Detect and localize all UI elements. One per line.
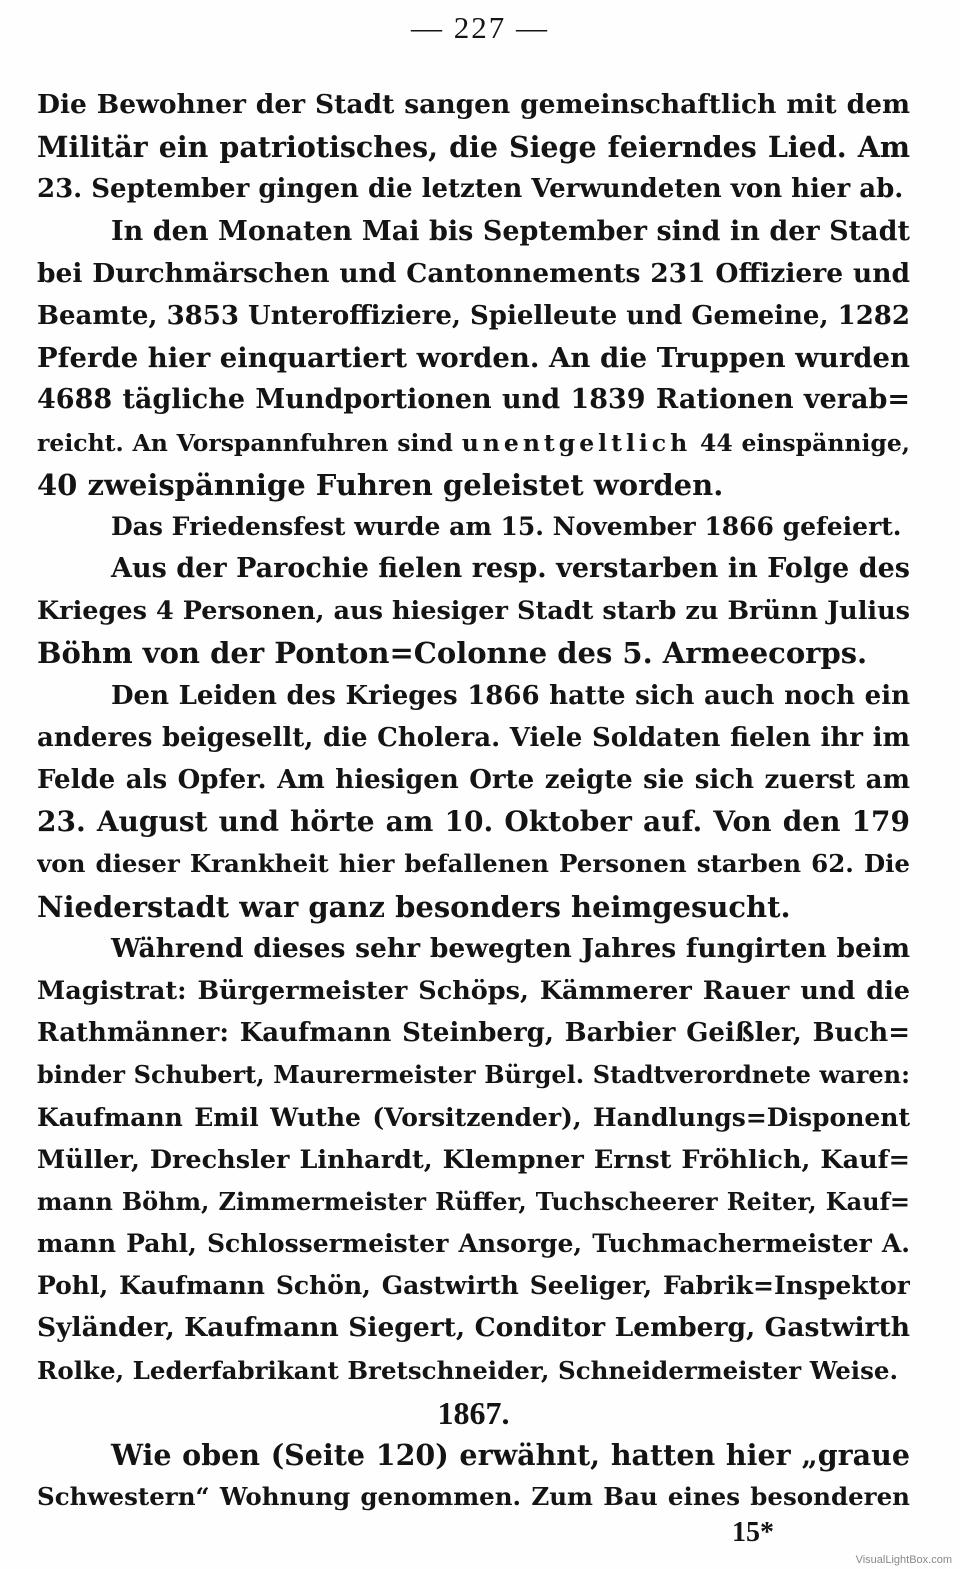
watermark: VisualLightBox.com <box>855 1554 952 1566</box>
text-line: von dieser Krankheit hier befallenen Personen starben 62. Die <box>37 849 910 879</box>
text-line: Den Leiden des Krieges 1866 hatte sich auch noch ein <box>111 680 910 711</box>
text-line: Rolke, Lederfabrikant Bretschneider, Schneidermeister Weise. <box>37 1355 899 1385</box>
text-line: Böhm von der Ponton=Colonne des 5. Armeecorps. <box>37 636 868 671</box>
text-line: bei Durchmärschen und Cantonnements 231 Offiziere und <box>37 257 910 289</box>
page-header: — 227 — <box>411 10 549 45</box>
section-heading-year: 1867. <box>437 1394 510 1431</box>
text-line: In den Monaten Mai bis September sind in der Stadt <box>111 215 910 247</box>
text-line: Felde als Opfer. Am hiesigen Orte zeigte sie sich zuerst am <box>37 765 910 795</box>
signature-mark: 15* <box>732 1517 774 1548</box>
text-line: 23. September gingen die letzten Verwundeten von hier ab. <box>37 174 904 205</box>
text-line: Krieges 4 Personen, aus hiesiger Stadt starb zu Brünn Julius <box>37 596 910 627</box>
text-line: Pohl, Kaufmann Schön, Gastwirth Seeliger, Fabrik=Inspektor <box>37 1271 910 1301</box>
text-line: Wie oben (Seite 120) erwähnt, hatten hier „graue <box>111 1438 910 1472</box>
text-line: mann Pahl, Schlossermeister Ansorge, Tuchmachermeister A. <box>37 1229 910 1259</box>
text-line: Die Bewohner der Stadt sangen gemeinschaftlich mit dem <box>37 89 910 120</box>
text-line: Magistrat: Bürgermeister Schöps, Kämmerer Rauer und die <box>37 975 910 1006</box>
text-line: 4688 tägliche Mundportionen und 1839 Rationen verab= <box>37 384 910 416</box>
text-line: Während dieses sehr bewegten Jahres fungirten beim <box>111 932 910 964</box>
text-line: 40 zweispännige Fuhren geleistet worden. <box>37 467 724 502</box>
text-line: anderes beigesellt, die Cholera. Viele Soldaten fielen ihr im <box>37 722 910 753</box>
text-line: Syländer, Kaufmann Siegert, Conditor Lemberg, Gastwirth <box>37 1312 910 1344</box>
text-line: Aus der Parochie fielen resp. verstarben in Folge des <box>111 553 910 585</box>
emphasized-word: unentgeltlich <box>461 428 692 457</box>
text-line: binder Schubert, Maurermeister Bürgel. Stadtverordnete waren: <box>37 1060 910 1090</box>
text-line: Beamte, 3853 Unteroffiziere, Spielleute und Gemeine, 1282 <box>37 300 910 331</box>
text-line: Schwestern“ Wohnung genommen. Zum Bau eines besonderen <box>37 1482 910 1512</box>
text-line: reicht. An Vorspannfuhren sind unentgeltlich 44 einspännige, <box>37 428 910 457</box>
text-line: Pferde hier einquartiert worden. An die Truppen wurden <box>37 342 910 375</box>
text-line: mann Böhm, Zimmermeister Rüffer, Tuchscheerer Reiter, Kauf= <box>37 1186 910 1216</box>
text-line: Das Friedensfest wurde am 15. November 1866 gefeiert. <box>111 511 902 541</box>
text-line: 23. August und hörte am 10. Oktober auf. Von den 179 <box>37 805 910 839</box>
text-line: Müller, Drechsler Linhardt, Klempner Ernst Fröhlich, Kauf= <box>37 1144 910 1175</box>
body-text <box>37 84 910 1518</box>
text-line: Militär ein patriotisches, die Siege feierndes Lied. Am <box>37 130 910 165</box>
text-line: Kaufmann Emil Wuthe (Vorsitzender), Handlungs=Disponent <box>37 1102 910 1132</box>
text-line: Rathmänner: Kaufmann Steinberg, Barbier Geißler, Buch= <box>37 1018 910 1049</box>
text-line: Niederstadt war ganz besonders heimgesucht. <box>37 889 791 924</box>
